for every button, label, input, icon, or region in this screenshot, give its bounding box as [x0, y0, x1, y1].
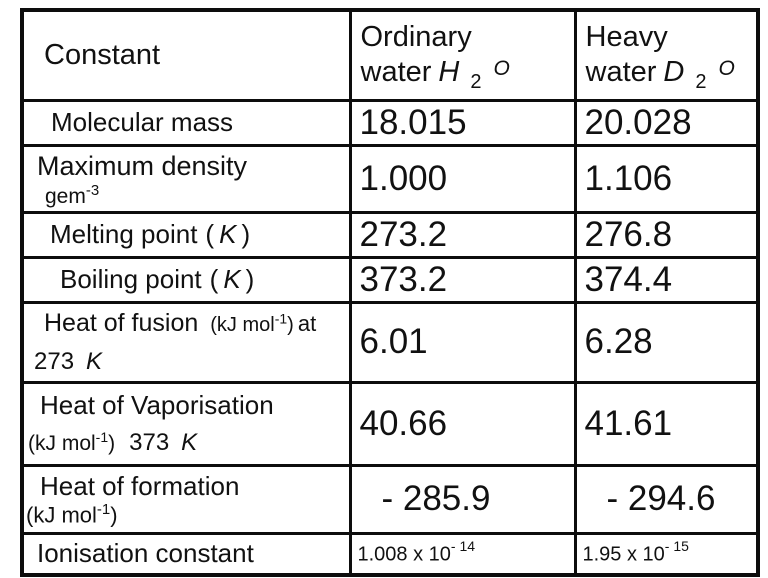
unit-close: )	[110, 502, 118, 528]
heavy-value: 1.106	[575, 145, 758, 212]
ordinary-value: 40.66	[350, 382, 575, 465]
row-ionisation-constant	[22, 533, 758, 575]
paren-close: )	[241, 218, 251, 249]
row-label	[24, 264, 349, 295]
header-constant-label: Constant	[44, 38, 161, 71]
row-label: Maximum density	[37, 151, 248, 182]
label-cell	[22, 302, 350, 382]
label-cell	[22, 533, 350, 575]
label-cell	[22, 257, 350, 302]
paren-close: )	[245, 263, 255, 294]
label-cell	[22, 100, 350, 145]
kelvin-symbol: K	[181, 428, 198, 456]
row-maximum-density	[22, 145, 758, 212]
ordinary-value: 18.015	[350, 100, 575, 145]
row-temperature	[24, 348, 349, 377]
header-heavy-line1: Heavy	[585, 21, 668, 54]
header-ordinary-line2	[360, 55, 574, 94]
label-text: Heat of fusion	[44, 308, 199, 337]
kelvin-symbol: K	[223, 263, 241, 294]
row-label	[24, 219, 349, 250]
row-label: Molecular mass	[51, 106, 234, 137]
row-molecular-mass	[22, 100, 758, 145]
row-label: Ionisation constant	[37, 538, 254, 569]
formula-h: H	[438, 56, 460, 89]
ordinary-value: 1.000	[350, 145, 575, 212]
label-cell	[22, 145, 350, 212]
heavy-value: 374.4	[575, 257, 758, 302]
heavy-value: 20.028	[575, 100, 758, 145]
unit-open: (kJ mol	[28, 431, 96, 455]
paren-open: (	[205, 218, 215, 249]
unit-text	[210, 309, 294, 336]
row-unit-temperature	[24, 429, 349, 458]
row-heat-of-formation	[22, 465, 758, 533]
formula-oxygen: O	[718, 57, 735, 81]
unit-superscript: -3	[85, 181, 100, 199]
heavy-value: - 294.6	[575, 465, 758, 533]
heavy-value: 276.8	[575, 212, 758, 257]
temp-value: 373	[129, 428, 170, 456]
label-text: Melting point	[50, 218, 198, 249]
unit-text: gem	[45, 184, 86, 208]
mantissa: 1.95 x 10	[582, 544, 665, 567]
header-heavy-line2	[585, 55, 757, 94]
row-label: Heat of formation	[40, 471, 240, 502]
formula-d: D	[663, 56, 685, 89]
unit-open: (kJ mol	[210, 313, 275, 336]
formula-subscript-2: 2	[470, 71, 482, 94]
mantissa: 1.008 x 10	[357, 544, 451, 567]
water-properties-table	[20, 8, 760, 577]
row-unit	[24, 183, 349, 207]
unit-superscript: -1	[95, 428, 109, 445]
kelvin-symbol: K	[219, 218, 237, 249]
heavy-value	[575, 533, 758, 575]
at-word: at	[297, 310, 317, 336]
header-row	[22, 10, 758, 100]
row-melting-point	[22, 212, 758, 257]
temp-value: 273	[34, 347, 75, 375]
ordinary-value: 6.01	[350, 302, 575, 382]
ordinary-value: 273.2	[350, 212, 575, 257]
row-boiling-point	[22, 257, 758, 302]
label-text: Boiling point	[60, 263, 202, 294]
label-cell	[22, 465, 350, 533]
ordinary-value: 373.2	[350, 257, 575, 302]
exponent: - 14	[450, 538, 476, 555]
header-heavy-water-cell	[575, 10, 758, 100]
header-heavy-water-word: water	[585, 56, 657, 89]
unit-close: )	[108, 431, 116, 455]
unit-superscript: -1	[96, 501, 111, 519]
unit-close: )	[287, 313, 294, 336]
row-heat-of-vaporisation	[22, 382, 758, 465]
label-cell	[22, 382, 350, 465]
label-cell	[22, 212, 350, 257]
ordinary-value: - 285.9	[350, 465, 575, 533]
unit-superscript: -1	[274, 309, 288, 326]
header-ordinary-water-word: water	[360, 56, 432, 89]
row-heat-of-fusion	[22, 302, 758, 382]
heavy-value: 6.28	[575, 302, 758, 382]
ordinary-value	[350, 533, 575, 575]
heavy-value: 41.61	[575, 382, 758, 465]
row-label	[24, 308, 349, 338]
kelvin-symbol: K	[86, 347, 103, 375]
formula-oxygen: O	[493, 57, 510, 81]
formula-subscript-2: 2	[695, 71, 707, 94]
header-constant-cell	[22, 10, 350, 100]
row-label: Heat of Vaporisation	[40, 389, 274, 420]
header-ordinary-water-cell	[350, 10, 575, 100]
unit-open: (kJ mol	[26, 502, 97, 528]
unit-text	[28, 428, 116, 455]
exponent: - 15	[664, 538, 689, 555]
paren-open: (	[209, 263, 219, 294]
header-ordinary-line1: Ordinary	[360, 21, 472, 54]
row-unit	[24, 502, 349, 526]
